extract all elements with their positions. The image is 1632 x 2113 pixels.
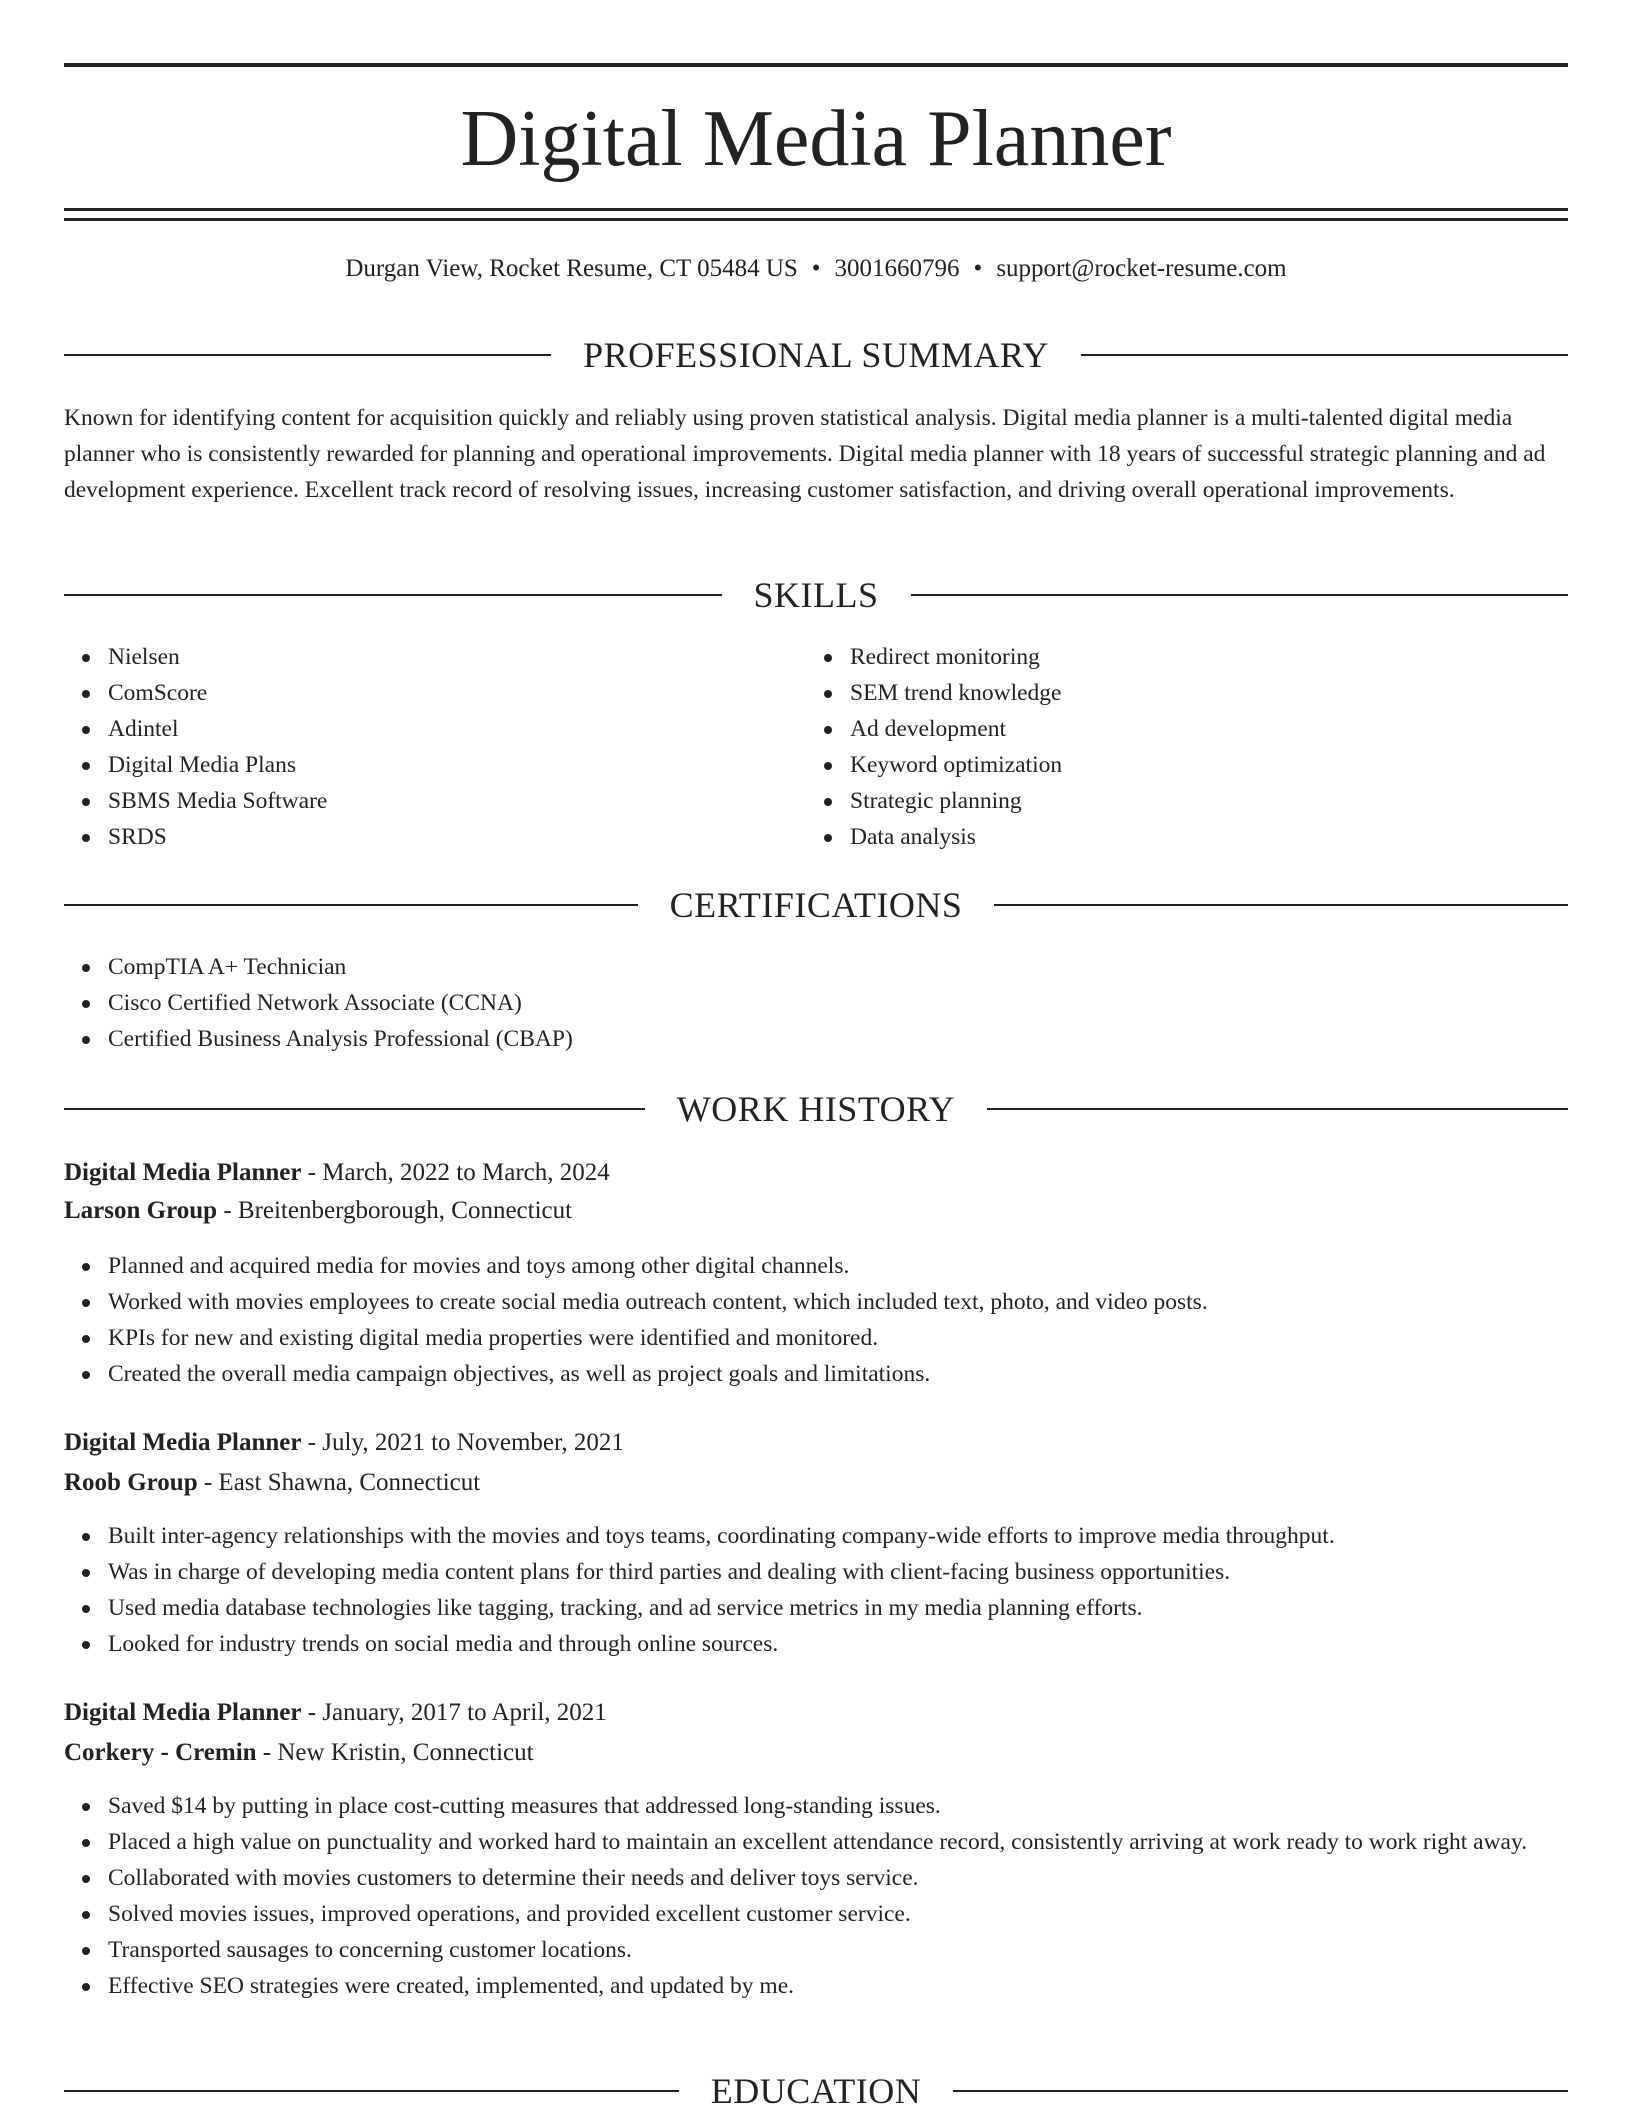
title-block xyxy=(64,92,1568,186)
section-heading-summary xyxy=(64,333,1568,377)
contact-separator: • xyxy=(973,255,983,282)
section-heading-skills xyxy=(64,573,1568,617)
heading-rule xyxy=(64,1108,645,1110)
job-location: - East Shawna, Connecticut xyxy=(197,1469,481,1496)
skill-item: Nielsen xyxy=(108,639,808,675)
skill-item: Redirect monitoring xyxy=(850,639,1550,675)
title-double-rule xyxy=(64,208,1568,221)
skill-item: Adintel xyxy=(108,711,808,747)
heading-rule xyxy=(953,2090,1568,2092)
skill-item: Data analysis xyxy=(850,819,1550,855)
job-company-line xyxy=(64,1735,1568,1771)
job-bullets xyxy=(64,1248,1568,1392)
job-bullet: Effective SEO strategies were created, implemented, and updated by me. xyxy=(108,1968,1568,2004)
section-title: CERTIFICATIONS xyxy=(669,885,963,925)
job-bullet: Saved $14 by putting in place cost-cutting measures that addressed long-standing issues. xyxy=(108,1788,1568,1824)
job-bullet: Used media database technologies like tagging, tracking, and ad service metrics in my media planning efforts. xyxy=(108,1590,1568,1626)
job-title: Digital Media Planner xyxy=(64,1699,302,1726)
heading-rule xyxy=(64,354,551,356)
job-bullet: Built inter-agency relationships with the movies and toys teams, coordinating company-wide efforts to improve media throughput. xyxy=(108,1518,1568,1554)
skills-list-right xyxy=(806,639,1550,855)
contact-email[interactable]: support@rocket-resume.com xyxy=(996,255,1287,282)
heading-rule xyxy=(987,1108,1568,1110)
heading-rule xyxy=(1081,354,1568,356)
skill-item: Keyword optimization xyxy=(850,747,1550,783)
job-title: Digital Media Planner xyxy=(64,1159,302,1186)
job-bullet: Planned and acquired media for movies and toys among other digital channels. xyxy=(108,1248,1568,1284)
job-company: Corkery - Cremin xyxy=(64,1739,257,1766)
job-dates: - March, 2022 to March, 2024 xyxy=(301,1159,610,1186)
job-dates: - July, 2021 to November, 2021 xyxy=(301,1429,624,1456)
section-heading-certifications xyxy=(64,883,1568,927)
section-title: PROFESSIONAL SUMMARY xyxy=(583,335,1049,375)
job-dates: - January, 2017 to April, 2021 xyxy=(301,1699,607,1726)
skills-list-left xyxy=(64,639,808,855)
job-company: Roob Group xyxy=(64,1469,198,1496)
job-company: Larson Group xyxy=(64,1197,218,1224)
section-heading-work-history xyxy=(64,1087,1568,1131)
job-bullets xyxy=(64,1788,1568,2004)
skill-item: SBMS Media Software xyxy=(108,783,808,819)
job-bullet: Solved movies issues, improved operations, and provided excellent customer service. xyxy=(108,1896,1568,1932)
job-bullet: Was in charge of developing media content plans for third parties and dealing with client-facing business opportunities. xyxy=(108,1554,1568,1590)
heading-rule xyxy=(994,904,1568,906)
job-bullet: Placed a high value on punctuality and worked hard to maintain an excellent attendance record, consistently arriving at work ready to work right away. xyxy=(108,1824,1568,1860)
job-bullet: Created the overall media campaign objectives, as well as project goals and limitations. xyxy=(108,1356,1568,1392)
job-bullet: KPIs for new and existing digital media properties were identified and monitored. xyxy=(108,1320,1568,1356)
skill-item: ComScore xyxy=(108,675,808,711)
heading-rule xyxy=(64,2090,679,2092)
summary-text: Known for identifying content for acquisition quickly and reliably using proven statistical analysis. Digital media planner is a multi-talented digital media planner who is consistently rewarded for planning and operational improvements. Digital media planner with 18 years of successful strategic planning and ad development experience. Excellent track record of resolving issues, increasing customer satisfaction, and driving overall operational improvements. xyxy=(64,405,1546,503)
contact-line xyxy=(64,252,1568,286)
resume-title: Digital Media Planner xyxy=(460,95,1172,183)
job-location: - New Kristin, Connecticut xyxy=(256,1739,534,1766)
certification-item: CompTIA A+ Technician xyxy=(108,949,1508,985)
certification-item: Cisco Certified Network Associate (CCNA) xyxy=(108,985,1508,1021)
heading-rule xyxy=(911,594,1569,596)
job-title-line xyxy=(64,1155,1568,1191)
skill-item: Ad development xyxy=(850,711,1550,747)
contact-separator: • xyxy=(811,255,821,282)
skill-item: Digital Media Plans xyxy=(108,747,808,783)
job-bullet: Worked with movies employees to create social media outreach content, which included text, photo, and video posts. xyxy=(108,1284,1568,1320)
skill-item: SRDS xyxy=(108,819,808,855)
job-bullet: Looked for industry trends on social media and through online sources. xyxy=(108,1626,1568,1662)
job-bullet: Collaborated with movies customers to determine their needs and deliver toys service. xyxy=(108,1860,1568,1896)
job-title-line xyxy=(64,1425,1568,1461)
job-company-line xyxy=(64,1465,1568,1501)
job-location: - Breitenbergborough, Connecticut xyxy=(217,1197,573,1224)
contact-phone: 3001660796 xyxy=(834,255,960,282)
skill-item: Strategic planning xyxy=(850,783,1550,819)
top-rule xyxy=(64,63,1568,67)
job-company-line xyxy=(64,1193,1568,1229)
job-bullets xyxy=(64,1518,1568,1662)
heading-rule xyxy=(64,594,722,596)
section-title: SKILLS xyxy=(753,575,879,615)
section-title: EDUCATION xyxy=(710,2071,922,2111)
certifications-list xyxy=(64,949,1508,1057)
section-heading-education xyxy=(64,2069,1568,2113)
skill-item: SEM trend knowledge xyxy=(850,675,1550,711)
job-title: Digital Media Planner xyxy=(64,1429,302,1456)
job-bullet: Transported sausages to concerning customer locations. xyxy=(108,1932,1568,1968)
heading-rule xyxy=(64,904,638,906)
contact-address: Durgan View, Rocket Resume, CT 05484 US xyxy=(345,255,798,282)
job-title-line xyxy=(64,1695,1568,1731)
certification-item: Certified Business Analysis Professional (CBAP) xyxy=(108,1021,1508,1057)
section-title: WORK HISTORY xyxy=(676,1089,956,1129)
